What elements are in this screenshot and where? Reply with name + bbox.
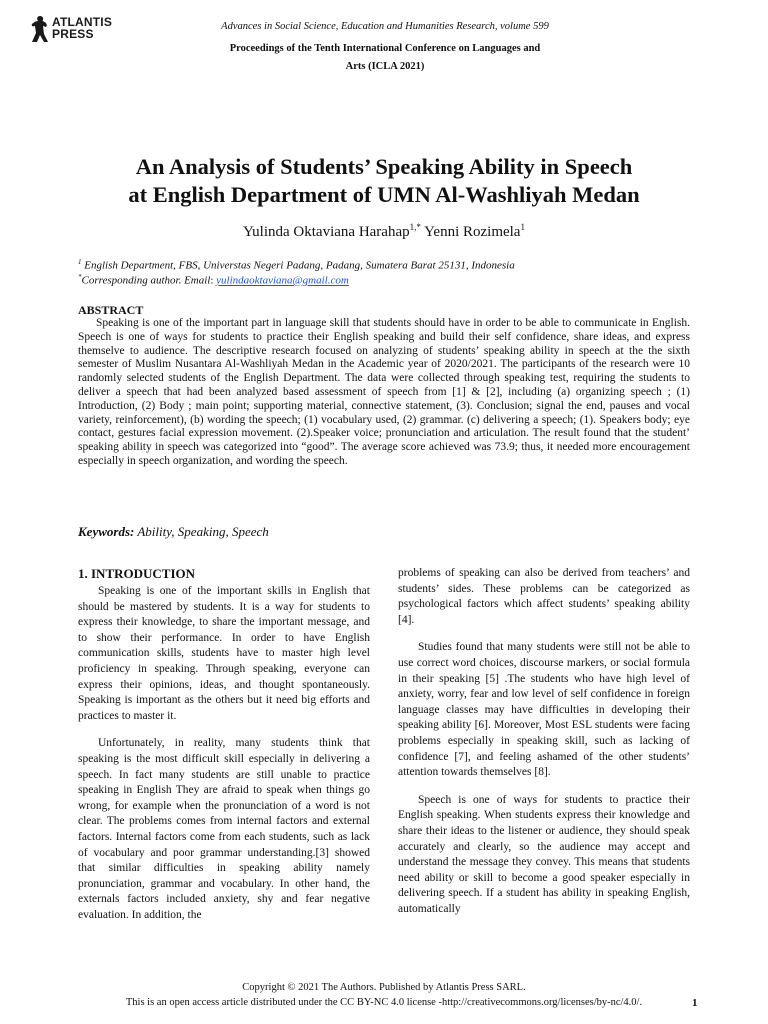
footer-copyright: Copyright © 2021 The Authors. Published by Atlantis Press SARL. [242,982,526,993]
corresponding-sep: : [210,274,217,287]
author-2: Yenni Rozimela [424,224,521,240]
logo-line1: ATLANTIS [52,15,113,29]
atlantis-figure-icon [30,14,50,44]
affiliation-marker: 1 [78,258,82,266]
intro-paragraph: Speaking is one of the important skills in English that should be mastered by students. It is a way for students to express their knowledge, to share the important message, and to show their performance. In order to have English communication skills, students have to master high level proficiency in speaking. Through speaking, everyone can express their opinions, ideas, and thought spontaneously. Speaking is important as the others but it need big efforts and practices to master it. [78,585,370,722]
proceedings-header [150,40,620,76]
section-heading-introduction: 1. INTRODUCTION [78,566,196,581]
corresponding-marker: * [78,273,82,281]
right-column [398,566,690,929]
email-link[interactable]: yulindaoktaviana@gmail.com [216,274,349,287]
title-line1: An Analysis of Students’ Speaking Ability in Speech [135,154,633,179]
logo-line2: PRESS [52,27,94,41]
author-list [100,222,668,241]
keywords-label: Keywords: [78,524,135,539]
proceedings-line1: Proceedings of the Tenth International Conference on Languages and [229,43,541,54]
paper-title [70,153,698,209]
footer-license: This is an open access article distributed under the CC BY-NC 4.0 license -http://creativecommons.org/licenses/by-nc/4.0/. [125,997,643,1008]
intro-paragraph: Studies found that many students were still not be able to use correct word choices, discourse markers, or social formula in their speaking [5] .The students who have high level of anxiety, worry, fear and low level of self confidence in foreign language classes may have difficulties in developing their speaking ability [6]. Moreover, Most ESL students were facing problems especially in speaking skill, such as lacking of confidence [7], and feeling ashamed of the other students’ attention towards themselves [8]. [398,641,690,779]
intro-paragraph: Speech is one of ways for students to practice their English speaking. When students express their knowledge and share their ideas to the listener or audience, they should speak accurately and clearly, so the audience may accept and understand the message they convey. This means that students need ability or skill to become a good speaker especially in delivering speech. If a student has ability in speaking English, automatically [398,793,690,915]
intro-paragraph: Unfortunately, in reality, many students think that speaking is the most difficult skill especially in delivering a speech. In fact many students are still unable to practice speaking in English They are afraid to speak when things go wrong, for example when the pronunciation of a word is not clear. The problems comes from internal factors and external factors. Internal factors come from each students, such as lack of vocabulary and poor grammar understanding.[3] showed that similar difficulties in speaking ability namely pronunciation, grammar and vocabulary. In other hand, the externals factors included anxiety, shy and fear negative evaluation. In addition, the [78,737,370,921]
author-1: Yulinda Oktaviana Harahap [243,224,410,240]
abstract-heading: ABSTRACT [78,303,144,317]
intro-paragraph: problems of speaking can also be derived from teachers’ and students’ sides. These problems can be categorized as psychological factors which affect students’ speaking ability [4]. [398,567,690,626]
keywords-value: Ability, Speaking, Speech [137,524,269,539]
left-column [78,584,370,935]
abstract-text: Speaking is one of the important part in language skill that students should have in order to be able to communicate in English. Speech is one of ways for students to practice their English speaking and build their self confidence, share ideas, and express themselve to audience. The descriptive research focused on analyzing of students’ speaking ability in speech at the the sixth semester of Muslim Nusantara Al-Washliyah Medan in the Academic year of 2020/2021. The participants of the research were 10 randomly selected students of the English Department. The data were collected through speaking test, requiring the students to deliver a speech that had been analyzed based assessment of speech from [1] & [2], including (a) organizing speech ; (1) Introduction, (2) Body ; main point; supporting material, connective statement, (3). Conclusion; signal the end, pauses and vocal variety, reinforcement), (b) wording the speech; (1) vocabulary used, (2) grammar. (c) delivering a speech; (1). Speakers body; eye contact, gestures facial expression movement. (2).Speaker voice; pronunciation and articulation. The result found that the student’ speaking ability in speech was categorized into “good”. The average score achieved was 73.9; thus, it needed more encouragement especially in speech organization, and wording the speech. [78,317,690,467]
corresponding-label: Corresponding author. Email [81,274,211,287]
title-line2: at English Department of UMN Al-Washliyah Medan [128,182,640,207]
affiliation-line [78,258,698,272]
series-header: Advances in Social Science, Education and Humanities Research, volume 599 [221,21,549,32]
affiliation-text: English Department, FBS, Universtas Negeri Padang, Padang, Sumatera Barat 25131, Indonesia [84,259,515,272]
author-1-affil: 1,* [409,222,421,232]
page-number: 1 [692,997,698,1009]
proceedings-line2: Arts (ICLA 2021) [345,61,425,72]
keywords [78,524,269,540]
corresponding-line [78,273,698,287]
author-2-affil: 1 [520,222,525,232]
publisher-logo [30,12,130,46]
